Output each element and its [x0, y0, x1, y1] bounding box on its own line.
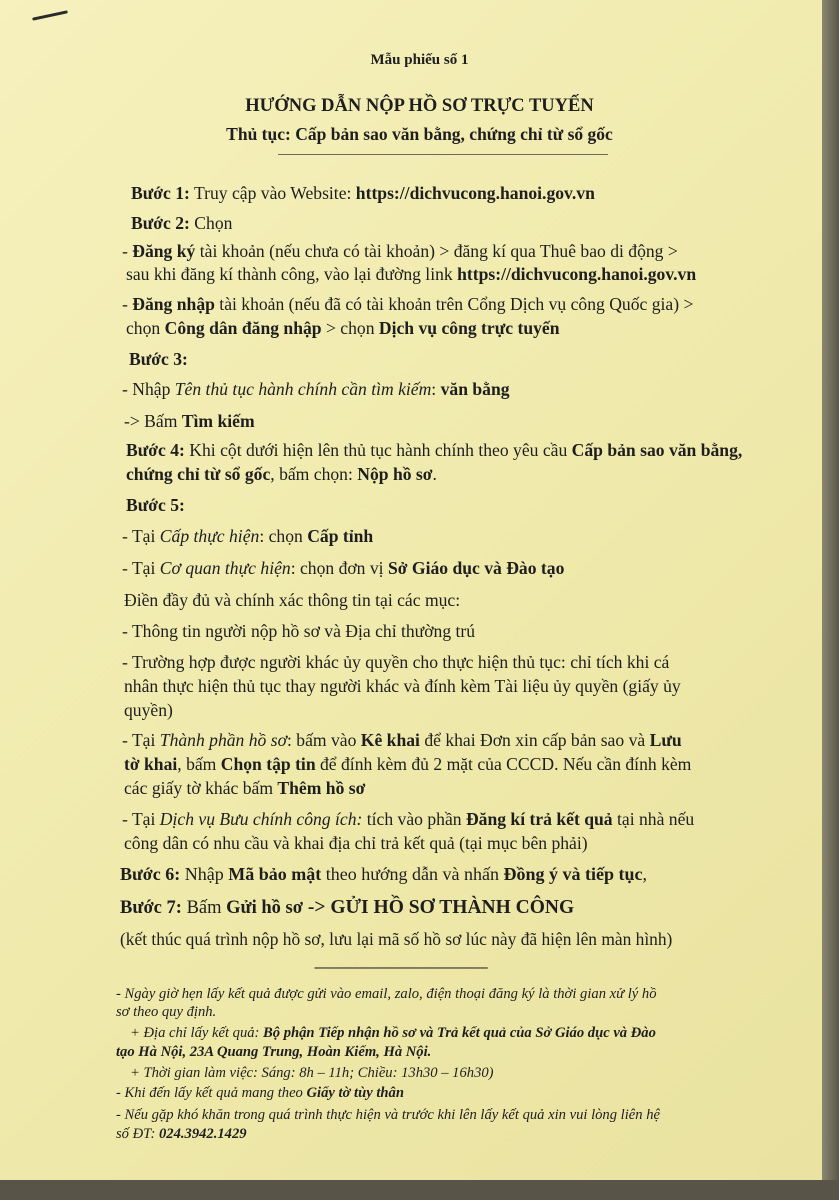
note-contact-l2: số ĐT: 024.3942.1429	[116, 1126, 247, 1142]
form-number: Mẫu phiếu số 1	[370, 52, 469, 68]
step-5-documents-l1: - Tại Thành phần hồ sơ: bấm vào Kê khai để khai Đơn xin cấp bản sao và Lưu	[122, 730, 682, 750]
table-bottom	[0, 1180, 839, 1200]
step-3-click: -> Bấm Tìm kiếm	[124, 411, 255, 431]
step-5-authorization-l2: nhân thực hiện thủ tục thay người khác và đính kèm Tài liệu ủy quyền (giấy ủy	[124, 676, 681, 696]
table-edge	[822, 0, 839, 1200]
step-4-line2: chứng chỉ từ sổ gốc, bấm chọn: Nộp hồ sơ.	[126, 464, 437, 484]
step-7: Bước 7: Bấm Gửi hồ sơ -> GỬI HỒ SƠ THÀNH CÔNG	[120, 897, 575, 918]
step-5-applicant-info: - Thông tin người nộp hồ sơ và Địa chỉ thường trú	[122, 621, 476, 641]
title-underline	[278, 154, 608, 155]
step-5-documents-l2: tờ khai, bấm Chọn tập tin để đính kèm đủ 2 mặt của CCCD. Nếu cần đính kèm	[124, 754, 692, 774]
website-link-2[interactable]: https://dichvucong.hanoi.gov.vn	[457, 264, 697, 284]
step-7-note: (kết thúc quá trình nộp hồ sơ, lưu lại mã số hồ sơ lúc này đã hiện lên màn hình)	[120, 929, 673, 949]
step-5: Bước 5:	[126, 495, 185, 515]
note-address-l2: tạo Hà Nội, 23A Quang Trung, Hoàn Kiếm, Hà Nội.	[116, 1044, 432, 1060]
step-5-documents-l3: các giấy tờ khác bấm Thêm hồ sơ	[124, 778, 366, 798]
note-id-papers: - Khi đến lấy kết quả mang theo Giấy tờ tùy thân	[116, 1085, 404, 1101]
website-link[interactable]: https://dichvucong.hanoi.gov.vn	[355, 183, 595, 203]
note-address-l1: + Địa chỉ lấy kết quả: Bộ phận Tiếp nhận hồ sơ và Trả kết quả của Sở Giáo dục và Đào	[130, 1025, 656, 1041]
step-2-login-line2: chọn Công dân đăng nhập > chọn Dịch vụ công trực tuyến	[126, 318, 560, 338]
step-5-postal-l1: - Tại Dịch vụ Bưu chính công ích: tích vào phần Đăng kí trả kết quả tại nhà nếu	[122, 809, 695, 829]
note-hours: + Thời gian làm việc: Sáng: 8h – 11h; Chiều: 13h30 – 16h30)	[130, 1065, 494, 1081]
document-subtitle: Thủ tục: Cấp bản sao văn bằng, chứng chỉ từ sổ gốc	[226, 124, 613, 144]
contact-phone: 024.3942.1429	[158, 1126, 247, 1142]
step-2-login: - Đăng nhập tài khoản (nếu đã có tài khoản trên Cổng Dịch vụ công Quốc gia) >	[122, 294, 694, 314]
step-5-level: - Tại Cấp thực hiện: chọn Cấp tỉnh	[122, 526, 374, 546]
step-3-search: - Nhập Tên thủ tục hành chính cần tìm kiếm: văn bằng	[122, 379, 510, 399]
note-appointment-l2: sơ theo quy định.	[116, 1004, 217, 1020]
step-1: Bước 1: Truy cập vào Website: https://dichvucong.hanoi.gov.vn	[131, 183, 595, 203]
document-title: HƯỚNG DẪN NỘP HỒ SƠ TRỰC TUYẾN	[245, 96, 594, 116]
step-2-register-line2: sau khi đăng kí thành công, vào lại đường link https://dichvucong.hanoi.gov.vn	[126, 264, 697, 284]
step-4: Bước 4: Khi cột dưới hiện lên thủ tục hành chính theo yêu cầu Cấp bản sao văn bằng,	[126, 440, 743, 460]
note-contact-l1: - Nếu gặp khó khăn trong quá trình thực hiện và trước khi lên lấy kết quả xin vui lòng liên hệ	[116, 1107, 660, 1123]
note-appointment-l1: - Ngày giờ hẹn lấy kết quả được gửi vào email, zalo, điện thoại đăng ký là thời gian xử lý hồ	[116, 986, 657, 1002]
notes-divider: --------------------------------------------------	[314, 960, 488, 975]
step-2: Bước 2: Chọn	[131, 213, 233, 233]
step-5-agency: - Tại Cơ quan thực hiện: chọn đơn vị Sở Giáo dục và Đào tạo	[122, 558, 565, 578]
step-6: Bước 6: Nhập Mã bảo mật theo hướng dẫn và nhấn Đồng ý và tiếp tục,	[120, 864, 647, 884]
step-5-authorization-l1: - Trường hợp được người khác ủy quyền cho thực hiện thủ tục: chỉ tích khi cá	[122, 652, 670, 672]
step-5-authorization-l3: quyền)	[124, 700, 173, 720]
step-5-postal-l2: công dân có nhu cầu và khai địa chỉ trả kết quả (tại mục bên phải)	[124, 833, 588, 853]
step-3: Bước 3:	[129, 349, 188, 369]
step-2-register: - Đăng ký tài khoản (nếu chưa có tài khoản) > đăng kí qua Thuê bao di động >	[122, 241, 678, 261]
step-5-fill-info: Điền đầy đủ và chính xác thông tin tại các mục:	[124, 590, 461, 610]
